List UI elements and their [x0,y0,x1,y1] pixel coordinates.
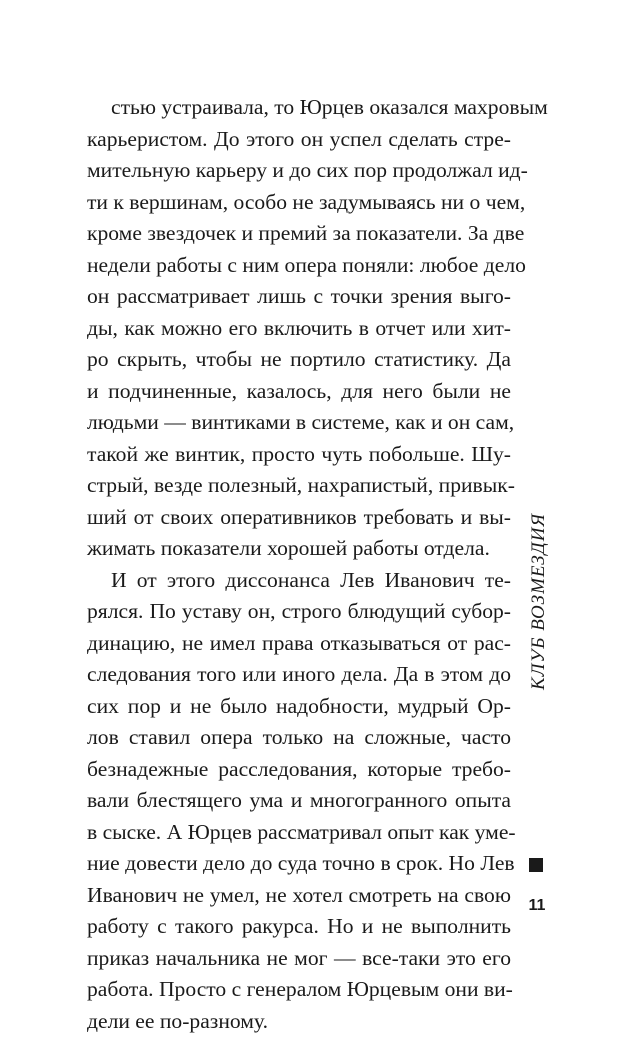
text-line: рялся. По уставу он, строго блюдущий субор- [87,596,511,628]
text-line: дели ее по-разному. [87,1006,511,1037]
text-line: динацию, не имел права отказываться от рас- [87,628,511,660]
text-line: недели работы с ним опера поняли: любое дело [87,250,511,282]
body-text [87,92,511,1037]
text-line: ды, как можно его включить в отчет или хит- [87,313,511,345]
text-line: ро скрыть, чтобы не портило статистику. Да [87,344,511,376]
text-line: он рассматривает лишь с точки зрения выго- [87,281,511,313]
text-line: жимать показатели хорошей работы отдела. [87,533,511,565]
paragraph [87,565,511,1037]
page-number: 11 [520,897,554,915]
text-line: кроме звездочек и премий за показатели. За две [87,218,511,250]
text-line: ший от своих оперативников требовать и вы- [87,502,511,534]
text-line: мительную карьеру и до сих пор продолжал ид- [87,155,511,187]
text-line: вали блестящего ума и многогранного опыта [87,785,511,817]
text-line: ти к вершинам, особо не задумываясь ни о чем, [87,187,511,219]
text-line: карьеристом. До этого он успел сделать стре- [87,124,511,156]
text-line: такой же винтик, просто чуть побольше. Шу- [87,439,511,471]
text-line: в сыске. А Юрцев рассматривал опыт как уме- [87,817,511,849]
square-marker-icon [529,858,543,872]
text-line: работу с такого ракурса. Но и не выполнить [87,911,511,943]
text-line: работа. Просто с генералом Юрцевым они ви- [87,974,511,1006]
paragraph [87,92,511,565]
text-line: лов ставил опера только на сложные, часто [87,722,511,754]
text-line: сих пор и не было надобности, мудрый Ор- [87,691,511,723]
text-line: Иванович не умел, не хотел смотреть на свою [87,880,511,912]
text-line: людьми — винтиками в системе, как и он сам, [87,407,511,439]
text-line: и подчиненные, казалось, для него были не [87,376,511,408]
text-line: ние довести дело до суда точно в срок. Но Лев [87,848,511,880]
text-line: стью устраивала, то Юрцев оказался махровым [87,92,511,124]
text-line: приказ начальника не мог — все-таки это его [87,943,511,975]
text-line: И от этого диссонанса Лев Иванович те- [87,565,511,597]
text-line: стрый, везде полезный, нахрапистый, привык- [87,470,511,502]
text-line: следования того или иного дела. Да в этом до [87,659,511,691]
text-line: безнадежные расследования, которые требо- [87,754,511,786]
series-title: КЛУБ ВОЗМЕЗДИЯ [528,513,550,690]
